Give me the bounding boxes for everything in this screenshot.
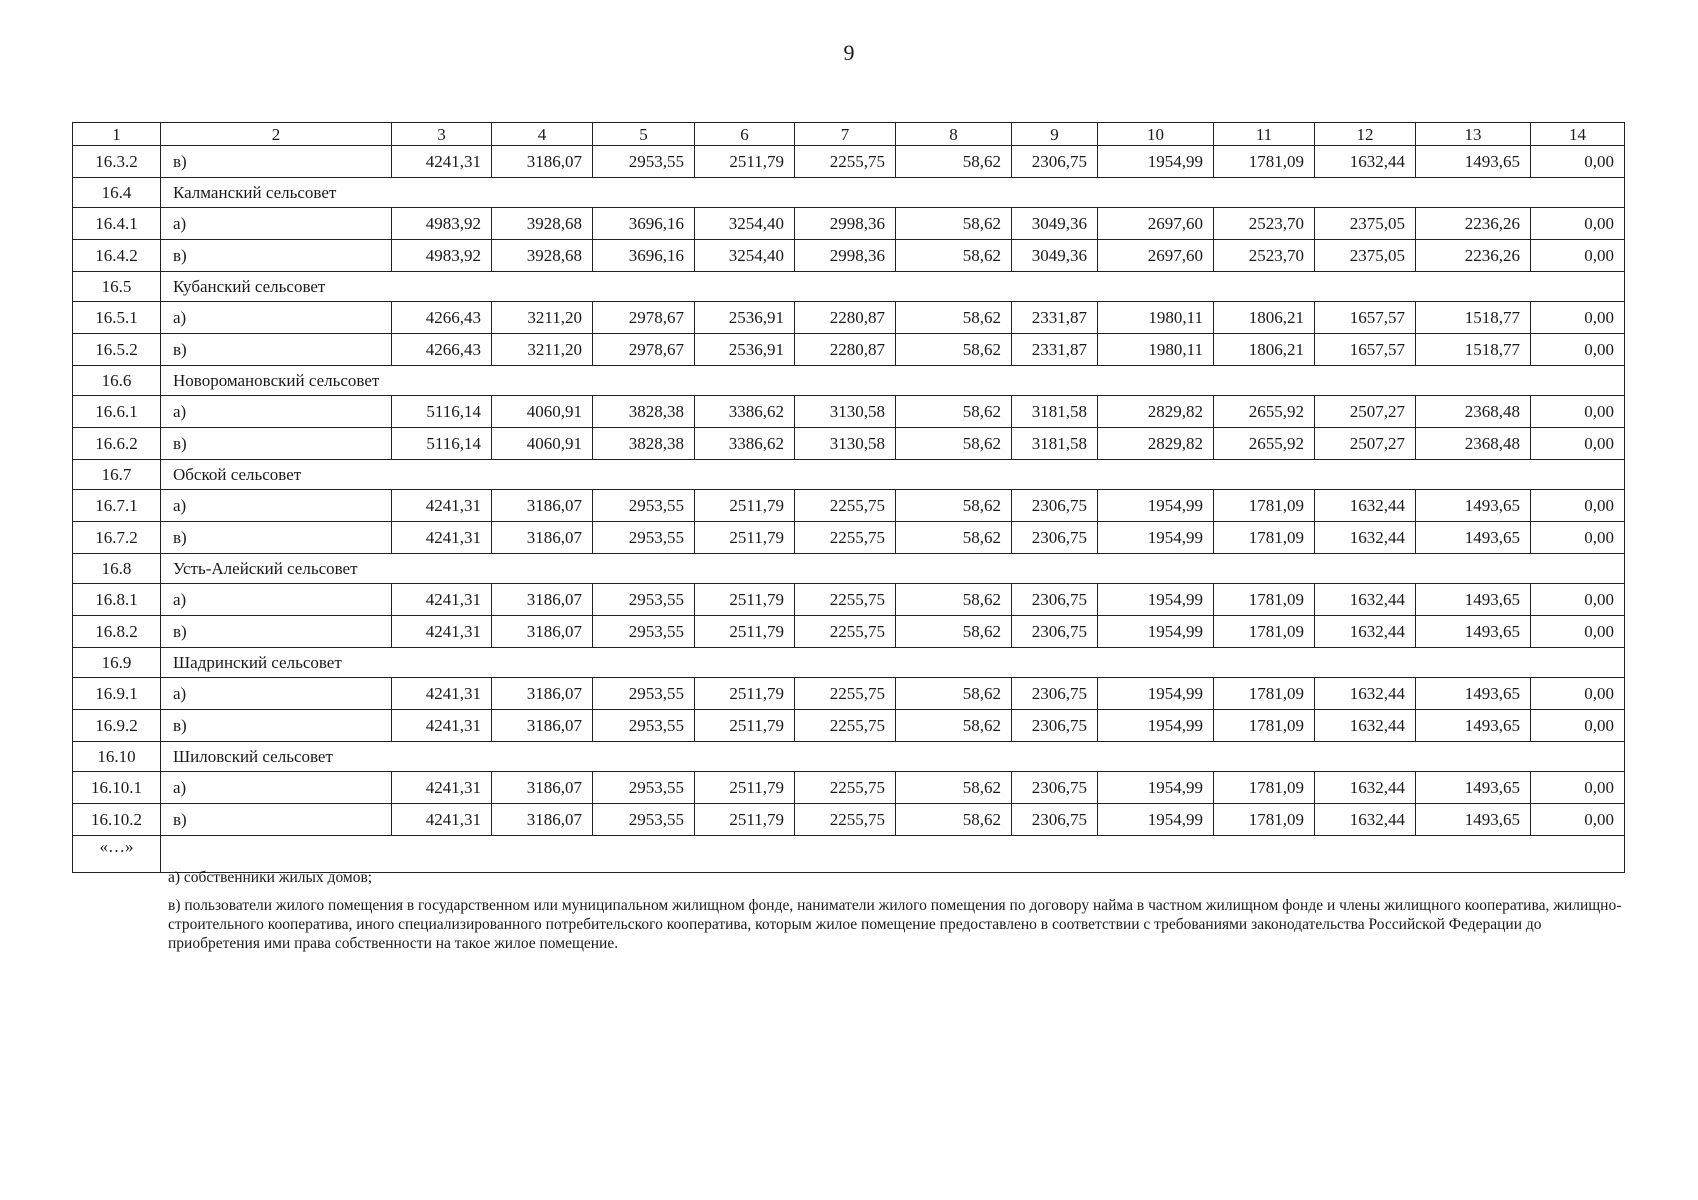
value-cell: 2368,48 — [1416, 396, 1531, 428]
table-row — [73, 396, 1625, 428]
value-cell: 2507,27 — [1315, 396, 1416, 428]
value-cell: 5116,14 — [392, 396, 492, 428]
value-cell: 1493,65 — [1416, 584, 1531, 616]
value-cell: 4241,31 — [392, 710, 492, 742]
value-cell: 1657,57 — [1315, 334, 1416, 366]
value-cell: 3386,62 — [695, 396, 795, 428]
value-cell: 58,62 — [896, 396, 1012, 428]
page-number: 9 — [843, 40, 855, 65]
table-row — [73, 616, 1625, 648]
value-cell: 3254,40 — [695, 240, 795, 272]
value-cell: 2655,92 — [1214, 396, 1315, 428]
tariff-table-container — [72, 122, 1624, 873]
value-cell: 2953,55 — [593, 522, 695, 554]
value-cell: 1632,44 — [1315, 490, 1416, 522]
value-cell: 1954,99 — [1098, 146, 1214, 178]
column-number-header: 9 — [1012, 123, 1098, 146]
value-cell: 2306,75 — [1012, 772, 1098, 804]
value-cell: 2255,75 — [795, 522, 896, 554]
value-cell: 3828,38 — [593, 396, 695, 428]
value-cell: 2255,75 — [795, 584, 896, 616]
column-number-header: 11 — [1214, 123, 1315, 146]
section-name: Шадринский сельсовет — [161, 648, 1625, 678]
row-category: в) — [161, 710, 392, 742]
value-cell: 4060,91 — [492, 396, 593, 428]
value-cell: 3130,58 — [795, 428, 896, 460]
table-row — [73, 490, 1625, 522]
value-cell: 2331,87 — [1012, 302, 1098, 334]
row-code: 16.9.2 — [73, 710, 161, 742]
value-cell: 1781,09 — [1214, 146, 1315, 178]
footnote-a: а) собственники жилых домов; — [168, 869, 373, 886]
value-cell: 0,00 — [1531, 710, 1625, 742]
table-row — [73, 146, 1625, 178]
section-name: Обской сельсовет — [161, 460, 1625, 490]
value-cell: 0,00 — [1531, 146, 1625, 178]
value-cell: 3049,36 — [1012, 240, 1098, 272]
table-row — [73, 678, 1625, 710]
value-cell: 0,00 — [1531, 772, 1625, 804]
section-code: 16.6 — [73, 366, 161, 396]
value-cell: 0,00 — [1531, 428, 1625, 460]
value-cell: 1954,99 — [1098, 804, 1214, 836]
value-cell: 1632,44 — [1315, 710, 1416, 742]
value-cell: 1954,99 — [1098, 490, 1214, 522]
column-number-header: 12 — [1315, 123, 1416, 146]
value-cell: 1781,09 — [1214, 772, 1315, 804]
value-cell: 1781,09 — [1214, 678, 1315, 710]
column-number-header: 2 — [161, 123, 392, 146]
value-cell: 2829,82 — [1098, 396, 1214, 428]
value-cell: 1980,11 — [1098, 302, 1214, 334]
value-cell: 2280,87 — [795, 302, 896, 334]
section-name: Шиловский сельсовет — [161, 742, 1625, 772]
row-category: а) — [161, 772, 392, 804]
value-cell: 2306,75 — [1012, 146, 1098, 178]
value-cell: 2655,92 — [1214, 428, 1315, 460]
value-cell: 2998,36 — [795, 208, 896, 240]
value-cell: 0,00 — [1531, 302, 1625, 334]
value-cell: 2953,55 — [593, 710, 695, 742]
value-cell: 1954,99 — [1098, 616, 1214, 648]
column-number-header: 13 — [1416, 123, 1531, 146]
value-cell: 1493,65 — [1416, 804, 1531, 836]
value-cell: 1493,65 — [1416, 490, 1531, 522]
value-cell: 4241,31 — [392, 146, 492, 178]
value-cell: 2511,79 — [695, 146, 795, 178]
value-cell: 1781,09 — [1214, 522, 1315, 554]
value-cell: 3186,07 — [492, 522, 593, 554]
value-cell: 0,00 — [1531, 584, 1625, 616]
value-cell: 0,00 — [1531, 240, 1625, 272]
table-row — [73, 428, 1625, 460]
value-cell: 4241,31 — [392, 616, 492, 648]
value-cell: 2511,79 — [695, 678, 795, 710]
value-cell: 2331,87 — [1012, 334, 1098, 366]
section-row — [73, 460, 1625, 490]
value-cell: 3186,07 — [492, 804, 593, 836]
value-cell: 3181,58 — [1012, 428, 1098, 460]
column-number-header: 4 — [492, 123, 593, 146]
value-cell: 4241,31 — [392, 804, 492, 836]
value-cell: 1657,57 — [1315, 302, 1416, 334]
section-name: Новоромановский сельсовет — [161, 366, 1625, 396]
section-name: Кубанский сельсовет — [161, 272, 1625, 302]
value-cell: 0,00 — [1531, 208, 1625, 240]
value-cell: 3254,40 — [695, 208, 795, 240]
value-cell: 2236,26 — [1416, 240, 1531, 272]
value-cell: 3386,62 — [695, 428, 795, 460]
row-category: в) — [161, 616, 392, 648]
value-cell: 2255,75 — [795, 146, 896, 178]
value-cell: 2306,75 — [1012, 584, 1098, 616]
value-cell: 1954,99 — [1098, 772, 1214, 804]
row-code: 16.6.2 — [73, 428, 161, 460]
value-cell: 1632,44 — [1315, 804, 1416, 836]
value-cell: 3186,07 — [492, 710, 593, 742]
table-row — [73, 772, 1625, 804]
table-row — [73, 240, 1625, 272]
value-cell: 1493,65 — [1416, 146, 1531, 178]
row-code: 16.8.2 — [73, 616, 161, 648]
ellipsis-blank — [161, 836, 1625, 873]
value-cell: 4983,92 — [392, 208, 492, 240]
value-cell: 1632,44 — [1315, 678, 1416, 710]
value-cell: 2306,75 — [1012, 490, 1098, 522]
row-category: а) — [161, 396, 392, 428]
value-cell: 58,62 — [896, 772, 1012, 804]
row-category: в) — [161, 240, 392, 272]
section-name: Усть-Алейский сельсовет — [161, 554, 1625, 584]
value-cell: 2511,79 — [695, 522, 795, 554]
value-cell: 2511,79 — [695, 616, 795, 648]
row-category: в) — [161, 146, 392, 178]
footnote-v: в) пользователи жилого помещения в государственном или муниципальном жилищном фонде, наниматели жилого помещения по договору найма в частном жилищном фонде и члены жилищного кооператива, жилищно-строительного кооператива, иного специализированного потребительского кооператива, которым жилое помещение предоставлено в соответствии с требованиями законодательства Российской Федерации до приобретения ими права собственности на такое жилое помещение. — [168, 897, 1622, 952]
value-cell: 2978,67 — [593, 334, 695, 366]
section-row — [73, 648, 1625, 678]
value-cell: 2829,82 — [1098, 428, 1214, 460]
ellipsis-mark: «…» — [73, 836, 161, 873]
row-category: в) — [161, 804, 392, 836]
value-cell: 3049,36 — [1012, 208, 1098, 240]
value-cell: 3186,07 — [492, 146, 593, 178]
section-row — [73, 742, 1625, 772]
value-cell: 3186,07 — [492, 490, 593, 522]
section-code: 16.10 — [73, 742, 161, 772]
value-cell: 58,62 — [896, 490, 1012, 522]
value-cell: 0,00 — [1531, 334, 1625, 366]
table-row — [73, 584, 1625, 616]
value-cell: 3928,68 — [492, 240, 593, 272]
section-code: 16.7 — [73, 460, 161, 490]
row-category: а) — [161, 490, 392, 522]
value-cell: 1493,65 — [1416, 522, 1531, 554]
value-cell: 4266,43 — [392, 302, 492, 334]
section-code: 16.9 — [73, 648, 161, 678]
value-cell: 3211,20 — [492, 302, 593, 334]
value-cell: 3181,58 — [1012, 396, 1098, 428]
value-cell: 2953,55 — [593, 616, 695, 648]
value-cell: 2255,75 — [795, 616, 896, 648]
table-body — [73, 123, 1625, 873]
value-cell: 2953,55 — [593, 490, 695, 522]
value-cell: 1632,44 — [1315, 522, 1416, 554]
value-cell: 58,62 — [896, 240, 1012, 272]
value-cell: 1493,65 — [1416, 616, 1531, 648]
value-cell: 0,00 — [1531, 804, 1625, 836]
value-cell: 3211,20 — [492, 334, 593, 366]
value-cell: 4266,43 — [392, 334, 492, 366]
value-cell: 2375,05 — [1315, 208, 1416, 240]
value-cell: 2255,75 — [795, 710, 896, 742]
value-cell: 58,62 — [896, 678, 1012, 710]
value-cell: 1781,09 — [1214, 804, 1315, 836]
value-cell: 2953,55 — [593, 584, 695, 616]
value-cell: 2306,75 — [1012, 522, 1098, 554]
value-cell: 1806,21 — [1214, 302, 1315, 334]
section-code: 16.4 — [73, 178, 161, 208]
row-category: в) — [161, 334, 392, 366]
row-code: 16.9.1 — [73, 678, 161, 710]
tariff-table — [72, 122, 1625, 873]
row-code: 16.4.2 — [73, 240, 161, 272]
value-cell: 1632,44 — [1315, 616, 1416, 648]
table-row — [73, 302, 1625, 334]
value-cell: 2523,70 — [1214, 240, 1315, 272]
value-cell: 2511,79 — [695, 584, 795, 616]
value-cell: 3696,16 — [593, 240, 695, 272]
ellipsis-row — [73, 836, 1625, 873]
value-cell: 3186,07 — [492, 678, 593, 710]
value-cell: 58,62 — [896, 804, 1012, 836]
row-code: 16.3.2 — [73, 146, 161, 178]
value-cell: 2280,87 — [795, 334, 896, 366]
value-cell: 2511,79 — [695, 710, 795, 742]
value-cell: 1493,65 — [1416, 678, 1531, 710]
value-cell: 58,62 — [896, 428, 1012, 460]
section-code: 16.8 — [73, 554, 161, 584]
table-row — [73, 208, 1625, 240]
value-cell: 2306,75 — [1012, 804, 1098, 836]
row-category: в) — [161, 428, 392, 460]
row-code: 16.7.1 — [73, 490, 161, 522]
column-number-header: 10 — [1098, 123, 1214, 146]
value-cell: 2255,75 — [795, 490, 896, 522]
row-category: в) — [161, 522, 392, 554]
value-cell: 2255,75 — [795, 678, 896, 710]
value-cell: 4241,31 — [392, 772, 492, 804]
value-cell: 2697,60 — [1098, 208, 1214, 240]
value-cell: 2998,36 — [795, 240, 896, 272]
section-row — [73, 178, 1625, 208]
value-cell: 4241,31 — [392, 522, 492, 554]
value-cell: 58,62 — [896, 146, 1012, 178]
value-cell: 3696,16 — [593, 208, 695, 240]
footnotes — [168, 868, 1628, 962]
value-cell: 58,62 — [896, 522, 1012, 554]
row-code: 16.8.1 — [73, 584, 161, 616]
value-cell: 2255,75 — [795, 772, 896, 804]
value-cell: 1954,99 — [1098, 522, 1214, 554]
value-cell: 1781,09 — [1214, 490, 1315, 522]
row-code: 16.5.2 — [73, 334, 161, 366]
row-category: а) — [161, 302, 392, 334]
value-cell: 58,62 — [896, 616, 1012, 648]
value-cell: 2306,75 — [1012, 678, 1098, 710]
value-cell: 2953,55 — [593, 804, 695, 836]
column-number-header: 7 — [795, 123, 896, 146]
value-cell: 2978,67 — [593, 302, 695, 334]
value-cell: 1632,44 — [1315, 772, 1416, 804]
value-cell: 2536,91 — [695, 302, 795, 334]
value-cell: 0,00 — [1531, 396, 1625, 428]
value-cell: 58,62 — [896, 584, 1012, 616]
value-cell: 1781,09 — [1214, 584, 1315, 616]
value-cell: 4060,91 — [492, 428, 593, 460]
row-code: 16.10.1 — [73, 772, 161, 804]
value-cell: 0,00 — [1531, 616, 1625, 648]
value-cell: 2236,26 — [1416, 208, 1531, 240]
column-number-header: 1 — [73, 123, 161, 146]
value-cell: 4983,92 — [392, 240, 492, 272]
value-cell: 2306,75 — [1012, 616, 1098, 648]
value-cell: 2523,70 — [1214, 208, 1315, 240]
value-cell: 5116,14 — [392, 428, 492, 460]
value-cell: 4241,31 — [392, 584, 492, 616]
value-cell: 3928,68 — [492, 208, 593, 240]
value-cell: 1493,65 — [1416, 710, 1531, 742]
value-cell: 1493,65 — [1416, 772, 1531, 804]
table-row — [73, 334, 1625, 366]
value-cell: 1954,99 — [1098, 710, 1214, 742]
value-cell: 1632,44 — [1315, 146, 1416, 178]
row-category: а) — [161, 678, 392, 710]
value-cell: 3186,07 — [492, 616, 593, 648]
value-cell: 0,00 — [1531, 678, 1625, 710]
section-name: Калманский сельсовет — [161, 178, 1625, 208]
column-number-header: 3 — [392, 123, 492, 146]
table-row — [73, 710, 1625, 742]
value-cell: 1806,21 — [1214, 334, 1315, 366]
value-cell: 1980,11 — [1098, 334, 1214, 366]
value-cell: 0,00 — [1531, 490, 1625, 522]
value-cell: 3130,58 — [795, 396, 896, 428]
value-cell: 1781,09 — [1214, 616, 1315, 648]
value-cell: 2368,48 — [1416, 428, 1531, 460]
value-cell: 58,62 — [896, 710, 1012, 742]
row-code: 16.5.1 — [73, 302, 161, 334]
value-cell: 2507,27 — [1315, 428, 1416, 460]
row-code: 16.4.1 — [73, 208, 161, 240]
value-cell: 2697,60 — [1098, 240, 1214, 272]
value-cell: 2375,05 — [1315, 240, 1416, 272]
value-cell: 58,62 — [896, 334, 1012, 366]
value-cell: 1518,77 — [1416, 302, 1531, 334]
value-cell: 3186,07 — [492, 584, 593, 616]
column-number-header: 8 — [896, 123, 1012, 146]
section-row — [73, 366, 1625, 396]
column-number-header: 14 — [1531, 123, 1625, 146]
value-cell: 3828,38 — [593, 428, 695, 460]
value-cell: 4241,31 — [392, 490, 492, 522]
row-category: а) — [161, 208, 392, 240]
value-cell: 58,62 — [896, 302, 1012, 334]
row-code: 16.6.1 — [73, 396, 161, 428]
value-cell: 0,00 — [1531, 522, 1625, 554]
value-cell: 2306,75 — [1012, 710, 1098, 742]
row-code: 16.7.2 — [73, 522, 161, 554]
section-row — [73, 554, 1625, 584]
table-row — [73, 522, 1625, 554]
value-cell: 2536,91 — [695, 334, 795, 366]
value-cell: 2255,75 — [795, 804, 896, 836]
value-cell: 3186,07 — [492, 772, 593, 804]
value-cell: 1518,77 — [1416, 334, 1531, 366]
column-number-header: 6 — [695, 123, 795, 146]
section-row — [73, 272, 1625, 302]
value-cell: 1954,99 — [1098, 678, 1214, 710]
value-cell: 2953,55 — [593, 772, 695, 804]
value-cell: 4241,31 — [392, 678, 492, 710]
value-cell: 1954,99 — [1098, 584, 1214, 616]
value-cell: 58,62 — [896, 208, 1012, 240]
value-cell: 2953,55 — [593, 146, 695, 178]
value-cell: 2953,55 — [593, 678, 695, 710]
row-category: а) — [161, 584, 392, 616]
value-cell: 2511,79 — [695, 772, 795, 804]
value-cell: 1632,44 — [1315, 584, 1416, 616]
column-number-header: 5 — [593, 123, 695, 146]
value-cell: 2511,79 — [695, 804, 795, 836]
table-row — [73, 804, 1625, 836]
header-row — [73, 123, 1625, 146]
value-cell: 1781,09 — [1214, 710, 1315, 742]
row-code: 16.10.2 — [73, 804, 161, 836]
section-code: 16.5 — [73, 272, 161, 302]
value-cell: 2511,79 — [695, 490, 795, 522]
